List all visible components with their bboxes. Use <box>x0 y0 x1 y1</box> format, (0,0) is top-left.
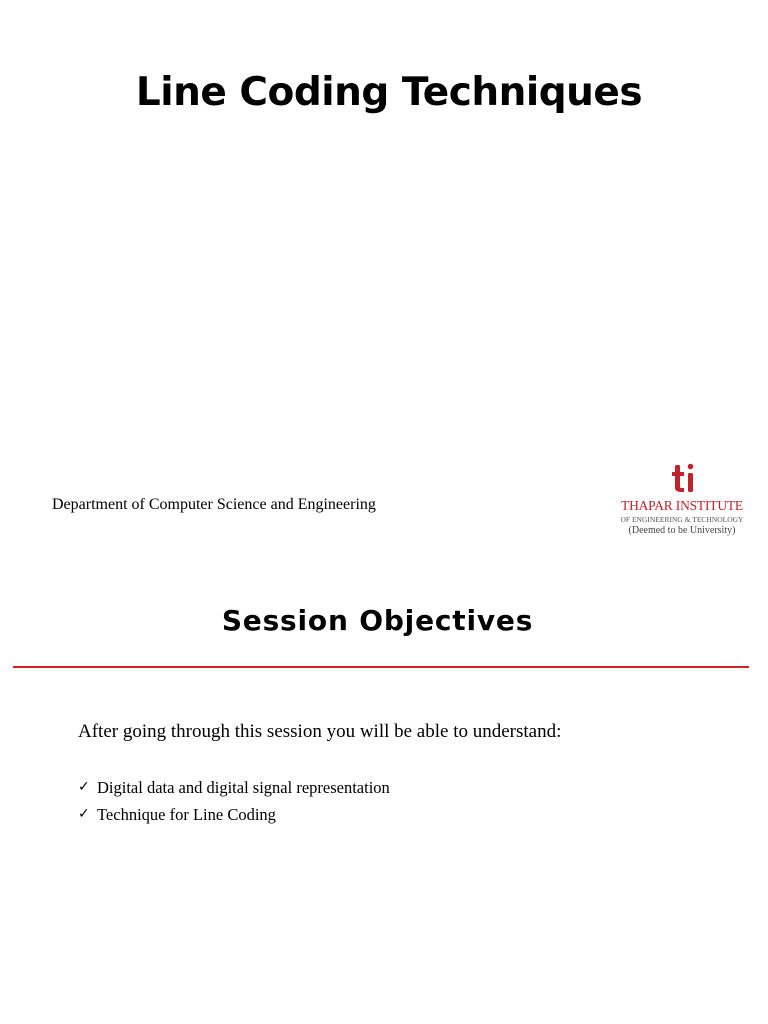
department-label: Department of Computer Science and Engineering <box>52 496 376 513</box>
title-divider <box>13 666 749 668</box>
checkmark-icon: ✓ <box>78 806 90 822</box>
institute-subtitle: OF ENGINEERING & TECHNOLOGY <box>620 515 744 524</box>
objective-text: Digital data and digital signal representation <box>97 778 390 797</box>
objectives-slide <box>0 556 768 1024</box>
checkmark-icon: ✓ <box>78 779 90 795</box>
list-item <box>78 802 390 829</box>
section-title: Session Objectives <box>221 604 534 637</box>
objectives-list <box>78 775 390 829</box>
institute-note: (Deemed to be University) <box>628 525 736 536</box>
ti-monogram-icon <box>672 461 696 495</box>
slide-title: Line Coding Techniques <box>135 70 643 115</box>
list-item <box>78 775 390 802</box>
institute-name: THAPAR INSTITUTE <box>621 498 743 513</box>
intro-text: After going through this session you will be able to understand: <box>78 721 562 742</box>
objective-text: Technique for Line Coding <box>97 805 276 824</box>
institute-logo <box>612 461 752 539</box>
